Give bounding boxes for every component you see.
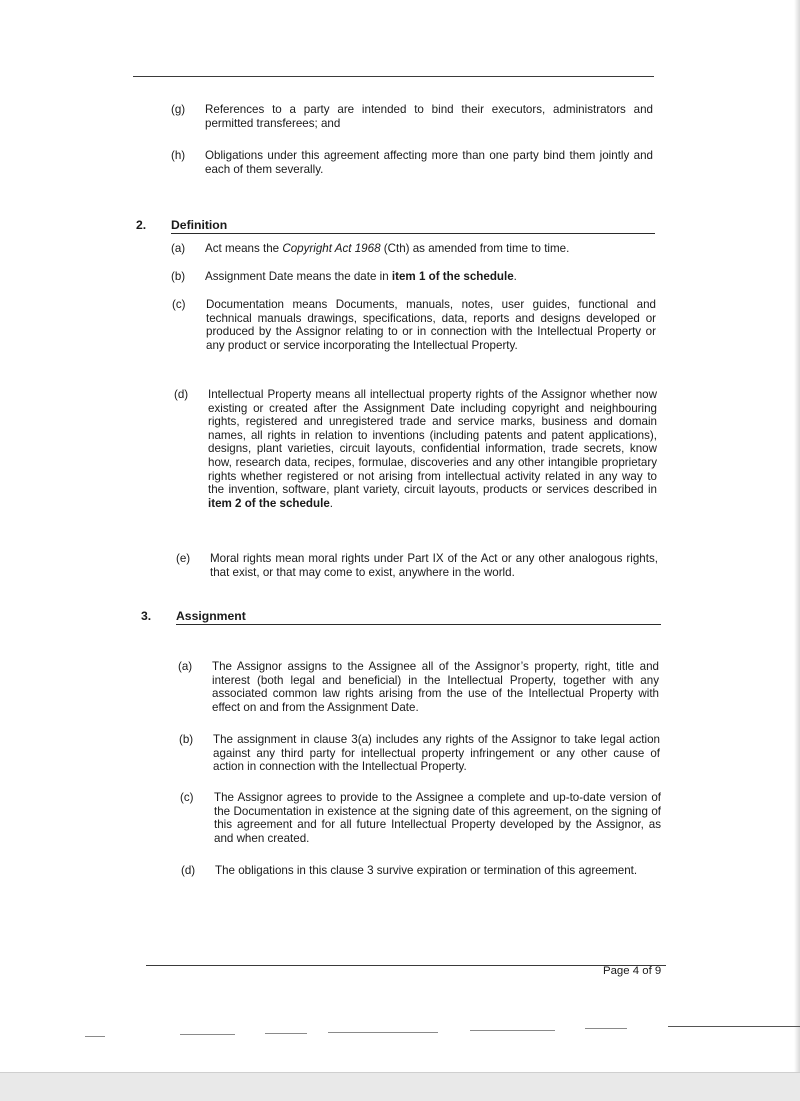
clause-text: The assignment in clause 3(a) includes any rights of the Assignor to take legal action against any third party for intellectual property infringement or any other cause of action in connection with the Intellectual Property.: [213, 733, 660, 774]
header-rule: [133, 76, 654, 77]
clause-text: Moral rights mean moral rights under Part IX of the Act or any other analogous rights, that exist, or that may come to exist, anywhere in the world.: [210, 552, 658, 579]
section-number: 2.: [136, 218, 147, 232]
section-title: Definition: [171, 218, 228, 232]
page-edge-shadow: [794, 0, 800, 1075]
schedule-reference: item 1 of the schedule: [391, 270, 514, 283]
clause-3c: [180, 791, 661, 845]
schedule-reference: item 2 of the schedule: [208, 496, 330, 510]
clause-label: (a): [171, 242, 186, 255]
section-2-heading: [136, 218, 228, 232]
section-title: Assignment: [176, 609, 246, 623]
clause-label: (a): [178, 660, 193, 673]
clause-label: (e): [176, 552, 191, 565]
clause-text: Intellectual Property means all intellectual property rights of the Assignor whether now existing or created after the Assignment Date including copyright and neighbouring rights, registered and unregistered trade and service marks, business and domain names, all rights in relation to inventions (including patents and patent applications), designs, plant varieties, circuit layouts, confidential information, trade secrets, know how, research data, recipes, formulae, discoveries and any other intangible proprietary rights whether registered or not arising from intellectual activity related in any way to the invention, software, plant variety, circuit layouts, products or services described in item 2 of the schedule.: [208, 388, 657, 510]
definition-intellectual-property: [174, 388, 657, 510]
clause-3a: [178, 660, 659, 714]
clause-label: (b): [171, 270, 186, 283]
clause-label: (h): [171, 149, 186, 162]
scan-artifact-line: [265, 1033, 307, 1034]
clause-3d: [181, 864, 662, 878]
scan-artifact-line: [470, 1030, 555, 1031]
clause-text: The Assignor agrees to provide to the Assignee a complete and up-to-date version of the Documentation in existence at the signing date of this agreement, on the signing of this agreement and for all future Intellectual Property developed by the Assignor, as and when created.: [214, 791, 661, 845]
footer-rule: [146, 965, 666, 966]
scan-artifact-line: [668, 1026, 800, 1027]
clause-text: The obligations in this clause 3 survive expiration or termination of this agreement.: [215, 864, 638, 877]
clause-label: (d): [181, 864, 196, 877]
definition-documentation: [172, 298, 656, 352]
clause-text: Obligations under this agreement affecting more than one party bind them jointly and each of them severally.: [205, 149, 653, 176]
clause-label: (c): [180, 791, 194, 804]
definition-assignment-date: [171, 270, 655, 284]
act-title: Copyright Act 1968: [282, 242, 381, 255]
section-3-heading: [141, 609, 246, 623]
clause-3b: [179, 733, 660, 774]
section-3-rule: [176, 624, 661, 625]
clause-1h: [171, 149, 653, 176]
scan-bottom-margin: [0, 1072, 800, 1101]
scan-artifact-line: [180, 1034, 235, 1035]
clause-1g: [171, 103, 653, 130]
clause-label: (d): [174, 388, 189, 401]
scan-artifact-line: [585, 1028, 627, 1029]
section-2-rule: [171, 233, 655, 234]
clause-text: References to a party are intended to bind their executors, administrators and permitted transferees; and: [205, 103, 653, 130]
definition-moral-rights: [176, 552, 658, 579]
clause-text: Act means the Copyright Act 1968 (Cth) as amended from time to time.: [205, 242, 570, 255]
clause-text: The Assignor assigns to the Assignee all of the Assignor’s property, right, title and interest (both legal and beneficial) in the Intellectual Property, together with any associated common law rights arising from the use of the Intellectual Property with effect on and from the Assignment Date.: [212, 660, 659, 714]
scan-artifact-line: [328, 1032, 438, 1033]
clause-text: Assignment Date means the date in item 1 of the schedule.: [205, 270, 517, 283]
section-number: 3.: [141, 609, 152, 623]
definition-act: [171, 242, 655, 256]
clause-label: (c): [172, 298, 186, 311]
clause-label: (g): [171, 103, 186, 116]
clause-text: Documentation means Documents, manuals, notes, user guides, functional and technical manuals drawings, specifications, data, reports and designs developed or produced by the Assignor relating to or in connection with the Intellectual Property or any product or service incorporating the Intellectual Property.: [206, 298, 656, 352]
scan-artifact-line: [85, 1036, 105, 1037]
page-number: Page 4 of 9: [603, 965, 662, 977]
clause-label: (b): [179, 733, 194, 746]
